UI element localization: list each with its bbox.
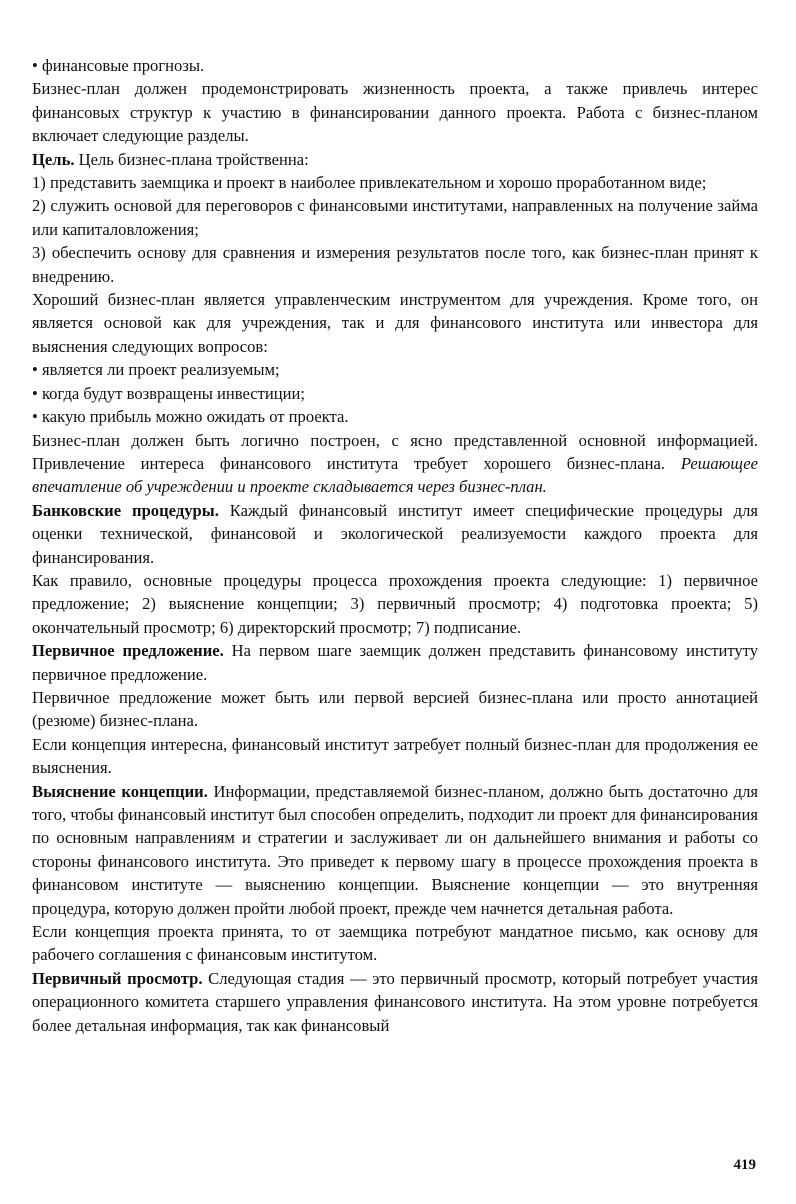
paragraph-initial-proposal: [32, 639, 758, 686]
paragraph-concept-interest: Если концепция интересна, финансовый институт затребует полный бизнес-план для продолжения ее выяснения.: [32, 734, 758, 778]
paragraph-logical-structure-italic: Решающее впечатление об учреждении и проекте складывается через бизнес-план.: [32, 453, 758, 497]
paragraph-goal-item-3: 3) обеспечить основу для сравнения и измерения результатов после того, как бизнес-план принят к внедрению.: [32, 243, 758, 286]
paragraph-concept-clarification: [32, 780, 758, 920]
paragraph-goal-item-2: 2) служить основой для переговоров с финансовыми институтами, направленных на получение займа или капиталовложения;: [32, 196, 758, 239]
heading-bank-procedures: Банковские процедуры.: [32, 500, 219, 520]
paragraph-good-plan: Хороший бизнес-план является управленческим инструментом для учреждения. Кроме того, он является основой как для учреждения, так и для финансового института или инвестора для выяснения следующих вопросов:: [32, 290, 758, 356]
page-number: 419: [733, 1157, 756, 1173]
paragraph-initial-review: [32, 967, 758, 1037]
paragraph-initial-review-text: Следующая стадия — это первичный просмотр, который потребует участия операционного комитета старшего управления финансового института. На этом уровне потребуется более детальная информация, так как финансовый: [32, 968, 759, 1035]
paragraph-goal: [32, 148, 758, 171]
paragraph-bullet-profit: • какую прибыль можно ожидать от проекта.: [32, 407, 349, 427]
heading-initial-review: Первичный просмотр.: [32, 968, 203, 988]
paragraph-goal-text: Цель бизнес-плана тройственна:: [74, 149, 309, 169]
heading-initial-proposal: Первичное предложение.: [32, 641, 224, 661]
heading-concept-clarification: Выяснение концепции.: [32, 781, 208, 801]
heading-goal: Цель.: [32, 149, 75, 169]
paragraph-business-plan-intro: Бизнес-план должен продемонстрировать жизненность проекта, а также привлечь интерес финансовых структур к участию в финансировании данного проекта. Работа с бизнес-планом включает следующие разделы.: [32, 79, 758, 146]
paragraph-bullet-feasible: • является ли проект реализуемым;: [32, 360, 280, 380]
paragraph-proposal-version: Первичное предложение может быть или первой версией бизнес-плана или просто аннотацией (резюме) бизнес-плана.: [32, 687, 758, 731]
paragraph-goal-item-1: 1) представить заемщика и проект в наиболее привлекательном и хорошо проработанном виде;: [32, 173, 707, 193]
paragraph-logical-structure: [32, 429, 758, 499]
paragraph-initial-proposal-text: На первом шаге заемщик должен представить финансовому институту первичное предложение.: [32, 641, 759, 684]
paragraph-mandate-letter: Если концепция проекта принята, то от заемщика потребуют мандатное письмо, как основу для рабочего соглашения с финансовым институтом.: [32, 922, 758, 965]
paragraph-procedure-steps: Как правило, основные процедуры процесса прохождения проекта следующие: 1) первичное предложение; 2) выяснение концепции; 3) первичный просмотр; 4) подготовка проекта; 5) окончательный просмотр; 6) директорский просмотр; 7) подписание.: [32, 570, 758, 637]
paragraph-logical-structure-text: Бизнес-план должен быть логично построен, с ясно представленной основной информацией. Привлечение интереса финансового института требует хорошего бизнес-плана.: [32, 430, 758, 473]
paragraph-bullet-return: • когда будут возвращены инвестиции;: [32, 383, 306, 403]
paragraph-bullet-forecasts: • финансовые прогнозы.: [32, 56, 205, 75]
paragraph-bank-procedures-text: Каждый финансовый институт имеет специфические процедуры для оценки технической, финансовой и экологической реализуемости каждого проекта для финансирования.: [32, 500, 758, 567]
paragraph-concept-clarification-text: Информации, представляемой бизнес-планом, должно быть достаточно для того, чтобы финансовый институт был способен определить, подходит ли проект для финансирования по основным направлениям и стратегии и заслуживает ли он дальнейшего внимания и работы со стороны финансового института. Это приведет к первому шагу в процессе прохождения проекта в финансовом институте — выяснению концепции. Выяснение концепции — это внутренняя процедура, которую должен пройти любой проект, прежде чем начнется детальная работа.: [32, 781, 758, 918]
paragraph-bank-procedures: [32, 499, 758, 569]
